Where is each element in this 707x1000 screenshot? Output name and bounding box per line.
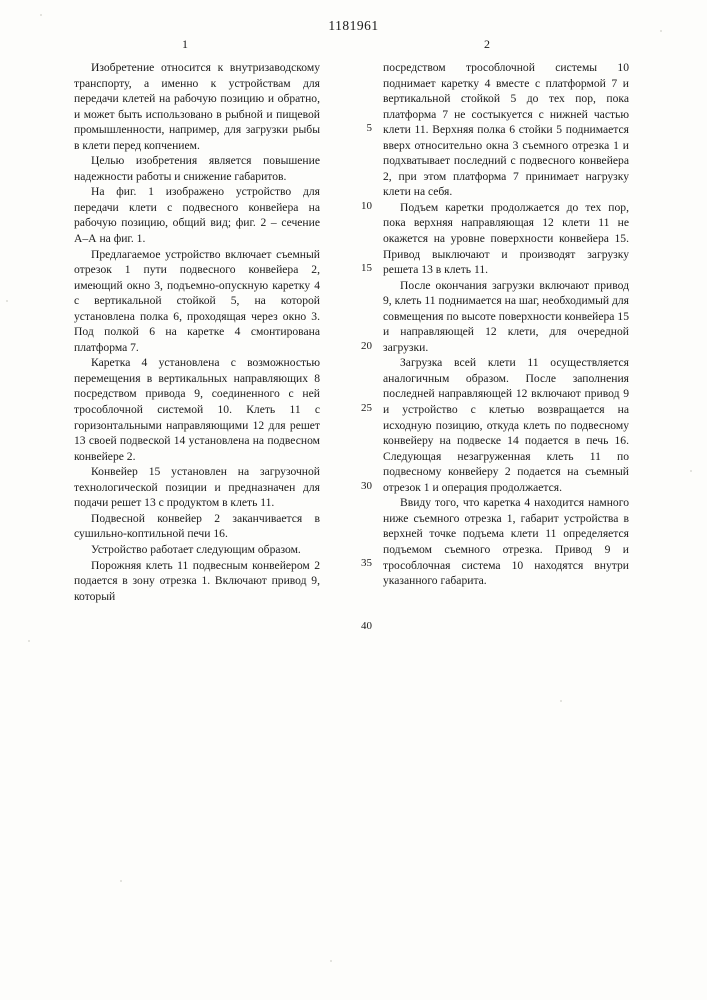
paragraph: Подвесной конвейер 2 заканчивается в сушильно-коптильной печи 16.: [74, 511, 320, 541]
line-number: 15: [361, 262, 372, 274]
patent-number: 1181961: [328, 18, 379, 33]
paragraph: Ввиду того, что каретка 4 находится намного ниже съемного отрезка 1, габарит устройства в верхней точке подъема клети 11 определяется подъемом съемного отрезка. Привод 9 и трособлочная система 10 находятся внутри указанного габарита.: [383, 496, 629, 588]
line-number: 20: [361, 340, 372, 352]
scan-speck: [660, 30, 662, 32]
paragraph: Изобретение относится к внутризаводскому транспорту, а именно к устройствам для передачи клетей на рабочую позицию и обратно, и может быть использовано в рыбной и пищевой промышленности, например, для загрузки рыбы в клети перед копчением.: [74, 61, 320, 152]
scan-speck: [120, 880, 122, 882]
paragraph: Конвейер 15 установлен на загрузочной технологической позиции и предназначен для подачи решет 13 с продуктом в клеть 11.: [74, 465, 320, 510]
scan-speck: [330, 960, 332, 962]
paragraph: Целью изобретения является повышение надежности работы и снижение габаритов.: [74, 154, 320, 183]
scan-speck: [560, 700, 562, 702]
scan-speck: [40, 14, 42, 16]
line-number: 5: [366, 122, 372, 134]
paragraph: Каретка 4 установлена с возможностью перемещения в вертикальных направляющих 8 посредством привода 9, соединенного с ней трособлочной системой 10. Клеть 11 с горизонтальными направляющими 12 для решет 13 своей подвеской 14 установлена на подвесном конвейере 2.: [74, 356, 320, 463]
column-number-right: 2: [484, 37, 490, 51]
line-number: 25: [361, 402, 372, 414]
scan-speck: [28, 640, 30, 642]
text-column-right: [383, 60, 629, 589]
paragraph: Предлагаемое устройство включает съемный отрезок 1 пути подвесного конвейера 2, имеющий окно 3, подъемно-опускную каретку 4 с вертикальной стойкой 5, на которой установлена полка 6, проходящая через окно 3. Под полкой 6 на каретке 4 смонтирована платформа 7.: [74, 247, 320, 354]
paragraph: Устройство работает следующим образом.: [91, 542, 301, 556]
line-number: 10: [361, 200, 372, 212]
paragraph: Подъем каретки продолжается до тех пор, пока верхняя направляющая 12 клети 11 не окажется на уровне поверхности конвейера 15. Привод выключают и производят загрузку решета 13 в клеть 11.: [383, 200, 629, 277]
line-number: 40: [361, 620, 372, 632]
paragraph: На фиг. 1 изображено устройство для передачи клети с подвесного конвейера на рабочую позицию, общий вид; фиг. 2 – сечение А–А на фиг. 1.: [74, 185, 320, 246]
text-column-left: [74, 60, 320, 604]
paragraph: посредством трособлочной системы 10 поднимает каретку 4 вместе с платформой 7 и вертикальной стойкой 5 до тех пор, пока платформа 7 не состыкуется с нижней частью клети 11. Верхняя полка 6 стойки 5 поднимается вверх относительно окна 3 съемного отрезка 1 и подхватывает последний с подвесного конвейера 2, при этом платформа 7 принимает нагрузку клети на себя.: [383, 61, 629, 199]
scan-speck: [6, 300, 8, 302]
line-number: 30: [361, 480, 372, 492]
scan-speck: [690, 470, 692, 472]
column-number-left: 1: [182, 37, 188, 51]
line-number: 35: [361, 557, 372, 569]
paragraph: После окончания загрузки включают привод 9, клеть 11 поднимается на шаг, необходимый для совмещения по высоте поверхности конвейера 15 и направляющей 12 клети, для очередной загрузки.: [383, 278, 629, 354]
paragraph: Порожняя клеть 11 подвесным конвейером 2 подается в зону отрезка 1. Включают привод 9, который: [74, 558, 320, 603]
paragraph: Загрузка всей клети 11 осуществляется аналогичным образом. После заполнения последней направляющей 12 включают привод 9 и устройство с клетью возвращается на исходную позицию, откуда клеть по подвесному конвейеру на подвеске 14 подается в печь 16. Следующая незагруженная клеть 11 по подвесному конвейеру 2 подается на съемный отрезок 1 и операция продолжается.: [383, 356, 629, 494]
